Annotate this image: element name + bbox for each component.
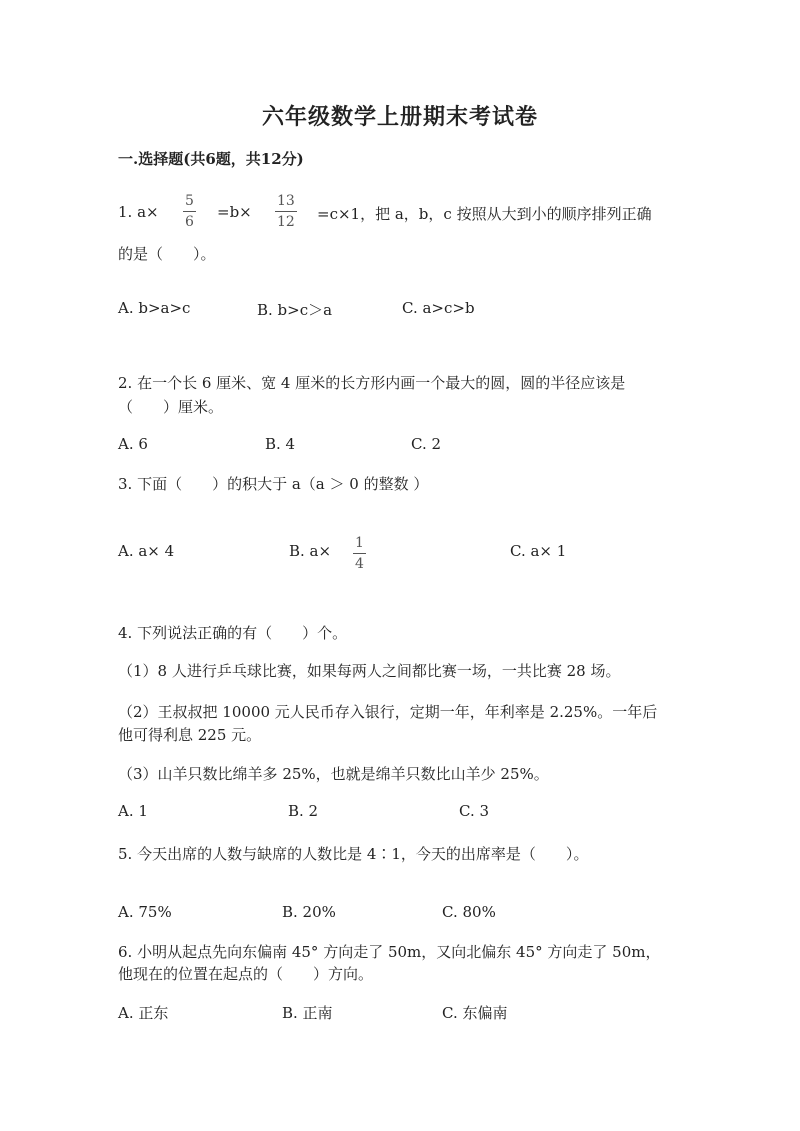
question-2-line-1: 2. 在一个长 6 厘米、宽 4 厘米的长方形内画一个最大的圆，圆的半径应该是 [118, 374, 626, 392]
question-3-option-c[interactable]: C. a× 1 [510, 542, 567, 560]
question-2-option-c[interactable]: C. 2 [411, 435, 442, 453]
question-4-option-b[interactable]: B. 2 [288, 802, 319, 820]
question-1-option-a[interactable]: A. b>a>c [118, 299, 191, 317]
question-5-option-a[interactable]: A. 75% [118, 903, 172, 921]
fraction-denominator: 4 [355, 556, 364, 572]
question-1-part-2: =b× [217, 203, 252, 221]
question-3-option-b[interactable]: B. a× [289, 542, 332, 560]
question-2-option-a[interactable]: A. 6 [118, 435, 148, 453]
question-1-line-2: 的是（ ）。 [118, 245, 216, 263]
question-4-statement-2-line-1: （2）王叔叔把 10000 元人民币存入银行，定期一年，年利率是 2.25%。一年后 [118, 703, 658, 721]
question-4-statement-3: （3）山羊只数比绵羊多 25%，也就是绵羊只数比山羊少 25%。 [118, 765, 549, 783]
question-1-option-b[interactable]: B. b>c＞a [257, 301, 333, 319]
question-3-line-1: 3. 下面（ ）的积大于 a（a ＞ 0 的整数 ） [118, 475, 429, 493]
question-1-part-3: =c×1，把 a，b，c 按照从大到小的顺序排列正确 [317, 205, 652, 223]
question-6-option-b[interactable]: B. 正南 [282, 1004, 333, 1022]
fraction-denominator: 12 [277, 214, 295, 230]
question-4-line-1: 4. 下列说法正确的有（ ）个。 [118, 624, 348, 642]
fraction-numerator: 1 [353, 536, 366, 554]
question-4-option-a[interactable]: A. 1 [118, 802, 148, 820]
question-2-option-b[interactable]: B. 4 [265, 435, 296, 453]
question-6-option-a[interactable]: A. 正东 [118, 1004, 169, 1022]
fraction-numerator: 5 [183, 194, 196, 212]
fraction-denominator: 6 [185, 214, 194, 230]
question-6-line-1: 6. 小明从起点先向东偏南 45° 方向走了 50m，又向北偏东 45° 方向走了 50m， [118, 943, 661, 961]
question-3-option-a[interactable]: A. a× 4 [118, 542, 175, 560]
fraction-numerator: 13 [275, 194, 297, 212]
fraction-1-4 [353, 536, 366, 571]
question-6-line-2: 他现在的位置在起点的（ ）方向。 [118, 965, 374, 983]
question-1-part-1: 1. a× [118, 203, 159, 221]
question-5-option-b[interactable]: B. 20% [282, 903, 336, 921]
question-1-option-c[interactable]: C. a>c>b [402, 299, 475, 317]
page-title: 六年级数学上册期末考试卷 [261, 104, 538, 130]
question-4-statement-2-line-2: 他可得利息 225 元。 [118, 726, 262, 744]
question-5-option-c[interactable]: C. 80% [442, 903, 496, 921]
question-6-option-c[interactable]: C. 东偏南 [442, 1004, 508, 1022]
fraction-13-12 [275, 194, 297, 229]
question-4-option-c[interactable]: C. 3 [459, 802, 490, 820]
section-heading: 一.选择题(共6题，共12分) [118, 150, 304, 168]
question-5-line-1: 5. 今天出席的人数与缺席的人数比是 4∶1，今天的出席率是（ ）。 [118, 845, 589, 863]
fraction-5-6 [183, 194, 196, 229]
question-4-statement-1: （1）8 人进行乒乓球比赛，如果每两人之间都比赛一场，一共比赛 28 场。 [118, 662, 621, 680]
question-2-line-2: （ ）厘米。 [118, 398, 224, 416]
